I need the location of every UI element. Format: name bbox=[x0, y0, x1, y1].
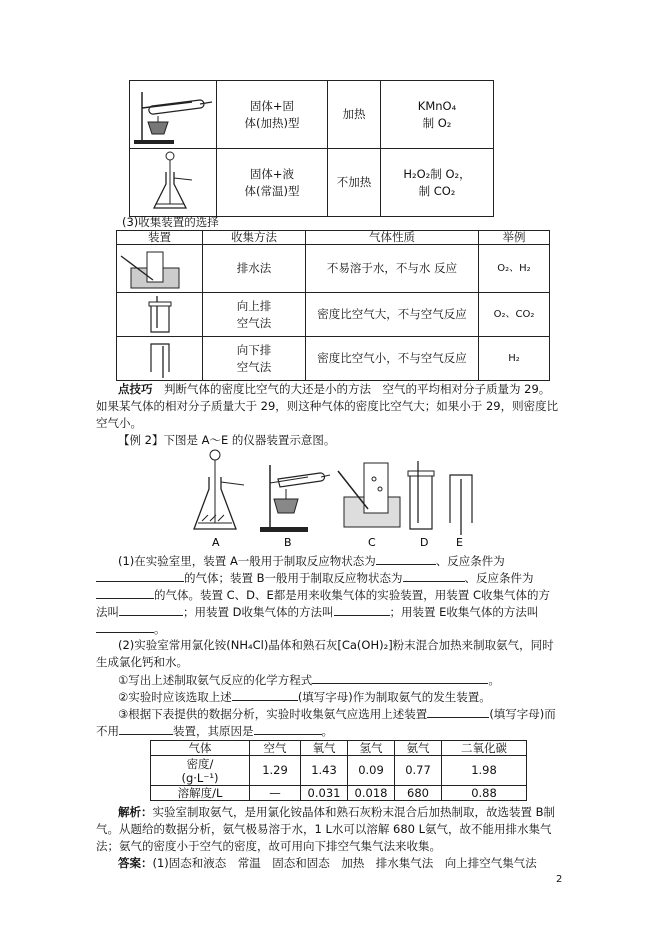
t3-header-hydrogen: 氢气 bbox=[348, 741, 395, 756]
q1-text-i: 。 bbox=[154, 622, 166, 636]
gas-property-table bbox=[150, 740, 527, 801]
tip-line-1 bbox=[96, 381, 586, 398]
upward-collection-cell bbox=[117, 293, 203, 337]
water-collection-cell bbox=[117, 245, 203, 293]
t3-density-label-2: (g·L⁻¹) bbox=[181, 770, 219, 785]
solid-heating-apparatus-icon bbox=[130, 82, 216, 148]
q1-blank-1[interactable] bbox=[376, 552, 436, 565]
analysis-text-1: 实验室制取氨气，是用氯化铵晶体和熟石灰粉末混合后加热制取，故选装置 B制 bbox=[152, 805, 556, 819]
type-text-1: 固体+固 体(加热)型 bbox=[244, 98, 300, 130]
t3-density-label bbox=[151, 756, 250, 786]
q2-blank-reason[interactable] bbox=[254, 722, 322, 735]
t3-solubility-air: — bbox=[250, 786, 301, 801]
example-line-1a: KMnO₄ bbox=[417, 98, 457, 113]
q1-blank-5[interactable] bbox=[119, 603, 183, 616]
col-header-apparatus: 装置 bbox=[117, 231, 203, 245]
q1-text-b: 、反应条件为 bbox=[435, 554, 505, 568]
answer-text: (1)固态和液态 常温 固态和固态 加热 排水集气法 向上排空气集气法 bbox=[152, 856, 537, 870]
col-header-example: 举例 bbox=[479, 231, 550, 245]
t3-solubility-label: 溶解度/L bbox=[151, 786, 250, 801]
label-a: A bbox=[212, 536, 220, 549]
q2-sub-1-text: ①写出上述制取氨气反应的化学方程式 bbox=[118, 673, 313, 687]
apparatus-c-icon bbox=[338, 463, 400, 527]
q2-sub-2-end: (填写字母)作为制取氨气的发生装置。 bbox=[297, 690, 491, 704]
example-line-1b: 制 O₂ bbox=[422, 115, 452, 130]
q1-blank-2[interactable] bbox=[96, 569, 184, 582]
t3-density-air: 1.29 bbox=[250, 756, 301, 786]
q1-line-2 bbox=[96, 569, 564, 587]
method-upward-text: 向上排 空气法 bbox=[236, 298, 272, 330]
label-e: E bbox=[456, 536, 463, 549]
type-text-2: 固体+液 体(常温)型 bbox=[244, 166, 300, 198]
tip-line-2: 如果某气体的相对分子质量大于 29，则这种气体的密度比空气大；如果小于 29，则密度比 bbox=[96, 399, 559, 413]
generator-table bbox=[129, 80, 494, 217]
q1-line-3 bbox=[96, 586, 564, 604]
example-cell-1 bbox=[381, 81, 494, 149]
t3-density-oxygen: 1.43 bbox=[301, 756, 348, 786]
q2-blank-generator[interactable] bbox=[232, 688, 298, 701]
conical-flask-funnel-icon bbox=[130, 150, 216, 216]
apparatus-figure bbox=[188, 449, 478, 549]
method-water: 排水法 bbox=[203, 245, 306, 293]
q2-sub-3-c: 不用 bbox=[96, 724, 119, 738]
label-d: D bbox=[420, 536, 429, 549]
t3-header-oxygen: 氧气 bbox=[301, 741, 348, 756]
t3-solubility-ammonia: 680 bbox=[395, 786, 442, 801]
analysis-line-2: 气。从题给的数据分析，氨气极易溶于水，1 L水可以溶解 680 L氨气，故不能用排水集气 bbox=[96, 822, 552, 836]
type-cell-2 bbox=[217, 149, 328, 217]
t3-density-label-1: 密度/ bbox=[186, 756, 214, 771]
apparatus-a-icon bbox=[194, 450, 244, 529]
method-downward bbox=[203, 337, 306, 381]
q2-sub-2-text: ②实验时应该选取上述 bbox=[118, 690, 232, 704]
q1-text-c: 的气体；装置 B一般用于制取反应物状态为 bbox=[184, 571, 403, 585]
q1-blank-3[interactable] bbox=[403, 569, 465, 582]
t3-solubility-co2: 0.88 bbox=[442, 786, 527, 801]
q2-sub-3 bbox=[96, 705, 586, 723]
q2-sub-3-d: 装置，其原因是 bbox=[173, 724, 254, 738]
apparatus-flask-cell bbox=[130, 149, 217, 217]
label-b: B bbox=[284, 536, 292, 549]
q1-blank-7[interactable] bbox=[96, 620, 154, 633]
t3-solubility-oxygen: 0.031 bbox=[301, 786, 348, 801]
q1-text-a: (1)在实验室里，装置 A一般用于制取反应物状态为 bbox=[118, 554, 376, 568]
downward-air-displacement-icon bbox=[117, 338, 202, 380]
q1-text-d: 、反应条件为 bbox=[464, 571, 534, 585]
downward-collection-cell bbox=[117, 337, 203, 381]
apparatus-e-icon bbox=[450, 475, 472, 535]
answer-line bbox=[96, 855, 586, 872]
tip-text-1: 判断气体的密度比空气的大还是小的方法 空气的平均相对分子质量为 29。 bbox=[164, 382, 551, 396]
q1-blank-4[interactable] bbox=[96, 586, 154, 599]
property-downward: 密度比空气小，不与空气反应 bbox=[306, 337, 479, 381]
tip-line-3: 空气小。 bbox=[96, 416, 142, 430]
example2-title: 【例 2】下图是 A～E 的仪器装置示意图。 bbox=[118, 433, 336, 447]
q2-sub-2 bbox=[96, 688, 586, 706]
example-water: O₂、H₂ bbox=[479, 245, 550, 293]
col-header-property: 气体性质 bbox=[306, 231, 479, 245]
t3-density-co2: 1.98 bbox=[442, 756, 527, 786]
t3-density-ammonia: 0.77 bbox=[395, 756, 442, 786]
heat-cell-1: 加热 bbox=[328, 81, 381, 149]
apparatus-a-e-svg bbox=[188, 449, 478, 549]
t3-header-ammonia: 氨气 bbox=[395, 741, 442, 756]
q1-line-5 bbox=[96, 620, 564, 638]
q2-blank-collector[interactable] bbox=[427, 705, 489, 718]
col-header-method: 收集方法 bbox=[203, 231, 306, 245]
example-cell-2 bbox=[381, 149, 494, 217]
water-displacement-icon bbox=[117, 246, 202, 292]
heat-cell-2: 不加热 bbox=[328, 149, 381, 217]
q2-sub-3-text: ③根据下表提供的数据分析，实验时收集氨气应选用上述装置 bbox=[118, 707, 428, 721]
type-cell-1 bbox=[217, 81, 328, 149]
q2-line-1: (2)实验室常用氯化铵(NH₄Cl)晶体和熟石灰[Ca(OH)₂]粉末混合加热来制取氨气，同时 bbox=[118, 638, 554, 652]
label-c: C bbox=[368, 536, 376, 549]
q1-blank-6[interactable] bbox=[334, 603, 390, 616]
q2-sub-3-mid: (填写字母)而 bbox=[489, 707, 556, 721]
q2-sub-3-line-2 bbox=[96, 722, 564, 740]
page-number: 2 bbox=[556, 874, 563, 885]
q2-blank-not-used[interactable] bbox=[119, 722, 173, 735]
tip-label: 点技巧 bbox=[118, 382, 153, 396]
q1-line-1 bbox=[96, 552, 586, 570]
example-downward: H₂ bbox=[479, 337, 550, 381]
collection-table bbox=[116, 230, 550, 381]
q2-sub-3-e: 。 bbox=[321, 724, 333, 738]
apparatus-d-icon bbox=[408, 461, 434, 529]
t3-density-hydrogen: 0.09 bbox=[348, 756, 395, 786]
analysis-label: 解析： bbox=[118, 805, 153, 819]
apparatus-heating-cell bbox=[130, 81, 217, 149]
example-upward: O₂、CO₂ bbox=[479, 293, 550, 337]
apparatus-b-icon bbox=[260, 465, 330, 532]
q1-text-e: 的气体。装置 C、D、E都是用来收集气体的实验装置，用装置 C收集气体的方 bbox=[154, 588, 550, 602]
example-line-2b: 制 CO₂ bbox=[418, 183, 456, 198]
q1-text-f: 法叫 bbox=[96, 605, 119, 619]
method-downward-text: 向下排 空气法 bbox=[236, 342, 272, 374]
t3-header-air: 空气 bbox=[250, 741, 301, 756]
q2-sub-1 bbox=[96, 671, 586, 689]
q1-text-h: ；用装置 E收集气体的方法叫 bbox=[389, 605, 539, 619]
property-upward: 密度比空气大，不与空气反应 bbox=[306, 293, 479, 337]
q2-line-2: 生成氯化钙和水。 bbox=[96, 655, 188, 669]
section-3-title: (3)收集装置的选择 bbox=[122, 215, 219, 229]
upward-air-displacement-icon bbox=[117, 294, 202, 336]
q2-sub-1-end: 。 bbox=[488, 673, 500, 687]
analysis-line-1 bbox=[96, 804, 586, 821]
analysis-line-3: 法；氨气的密度小于空气的密度，故可用向下排空气集气法来收集。 bbox=[96, 839, 441, 853]
q1-line-4 bbox=[96, 603, 564, 621]
method-upward bbox=[203, 293, 306, 337]
answer-label: 答案： bbox=[118, 856, 153, 870]
example-line-2a: H₂O₂制 O₂， bbox=[403, 166, 471, 181]
property-water: 不易溶于水，不与水 反应 bbox=[306, 245, 479, 293]
t3-header-co2: 二氧化碳 bbox=[442, 741, 527, 756]
q2-blank-equation[interactable] bbox=[312, 671, 488, 684]
t3-header-gas: 气体 bbox=[151, 741, 250, 756]
t3-solubility-hydrogen: 0.018 bbox=[348, 786, 395, 801]
q1-text-g: ；用装置 D收集气体的方法叫 bbox=[183, 605, 334, 619]
